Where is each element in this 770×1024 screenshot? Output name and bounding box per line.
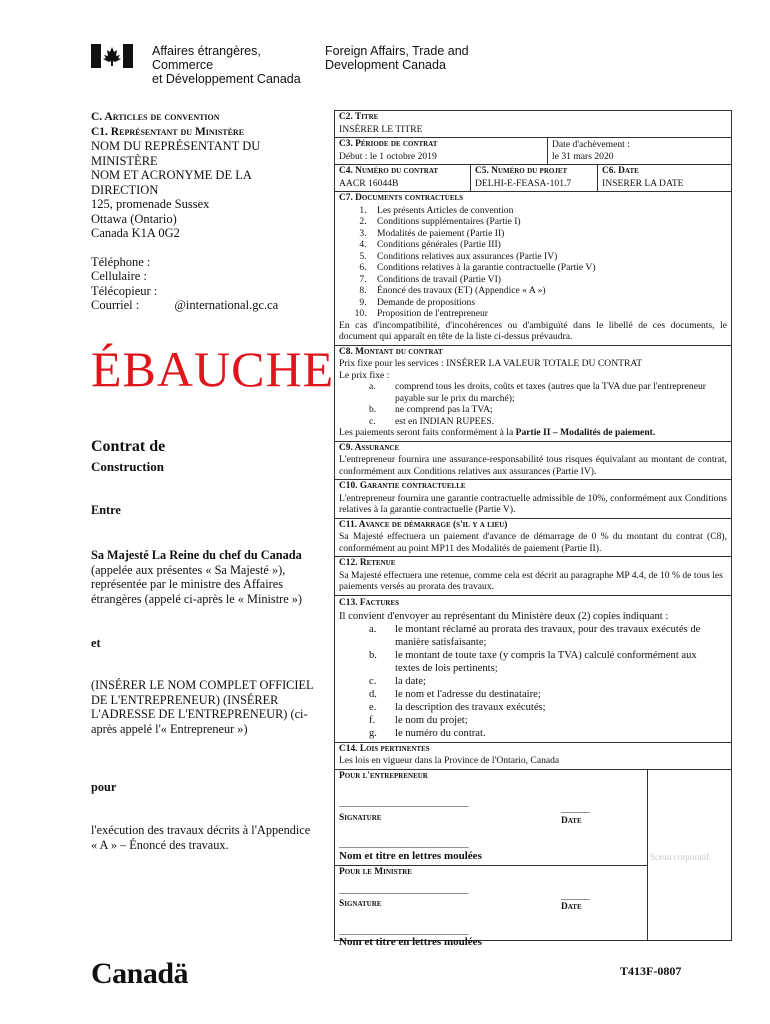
crown-party xyxy=(91,548,316,606)
c7-heading: C7. Documents contractuels xyxy=(339,193,464,203)
crown-description: (appelée aux présentes « Sa Majesté »), représentée par le ministre des Affaires étrangères (appelé ci-après le « Ministre ») xyxy=(91,562,302,606)
c13-invoices-row xyxy=(335,596,731,743)
documents-list xyxy=(339,205,727,320)
c13-item-text: le numéro du contrat. xyxy=(395,727,486,739)
c13-item-text: la description des travaux exécutés; xyxy=(395,701,546,713)
c13-item-text: le montant réclamé au prorata des travaux, pour des travaux exécutés de manière satisfaisante; xyxy=(395,623,701,648)
c9-heading: C9. Assurance xyxy=(339,442,400,453)
document-item: 5. Conditions relatives aux assurances (Partie IV) xyxy=(369,251,727,263)
contractor-party: (INSÉRER LE NOM COMPLET OFFICIEL DE L'ENTREPRENEUR) (INSÉRER L'ADRESSE DE L'ENTREPRENEUR) (ci-après appelé l'« Entrepreneur ») xyxy=(91,678,314,736)
representative-name: NOM DU REPRÉSENTANT DU MINISTÈRE xyxy=(91,139,261,168)
c14-laws-row xyxy=(335,743,731,770)
c13-item-text: le nom du projet; xyxy=(395,714,468,726)
c4-value: AACR 16044B xyxy=(339,177,399,189)
header-en-line2: Development Canada xyxy=(325,58,446,72)
c7-note: En cas d'incompatibilité, d'incohérences ou d'ambiguïté dans le libellé de ces documents, le document qui apparaît en tête de la liste ci-dessus prévaudra. xyxy=(339,319,727,342)
minister-date-label: Date xyxy=(561,902,582,912)
section-heading: C. Articles de convention xyxy=(91,111,220,123)
c13-value: Il convient d'envoyer au représentant du Ministère deux (2) copies indiquant : xyxy=(339,610,669,622)
c13-item-marker: g. xyxy=(369,727,377,739)
form-code: T413F-0807 xyxy=(620,964,682,978)
header-fr-line1: Affaires étrangères, Commerce xyxy=(152,44,261,72)
and-label: et xyxy=(91,636,101,650)
document-item: 1. Les présents Articles de convention xyxy=(369,205,727,217)
contract-title: Contrat de xyxy=(91,438,166,455)
c13-list xyxy=(339,623,727,740)
between-label: Entre xyxy=(91,503,121,517)
c10-value: L'entrepreneur fournira une garantie contractuelle admissible de 10%, conformément aux Conditions relatives à la garantie contractuelle (Partie V). xyxy=(339,492,727,515)
cellphone-label: Cellulaire : xyxy=(91,269,147,283)
contractor-sign-heading: Pour l'entrepreneur xyxy=(339,770,428,781)
c12-value: Sa Majesté effectuera une retenue, comme cela est décrit au paragraphe MP 4.4, de 10 % de tous les paiements versés au prorata des travaux. xyxy=(339,569,723,592)
c8-item-marker: a. xyxy=(369,381,376,392)
c9-value: L'entrepreneur fournira une assurance-responsabilité tous risques équivalant au montant de contrat, conformément aux Conditions relatives aux assurances (Partie IV). xyxy=(339,454,727,477)
fax-label: Télécopieur : xyxy=(91,283,158,298)
canada-flag-logo xyxy=(91,44,133,68)
document-item: 7. Conditions de travail (Partie VI) xyxy=(369,274,727,286)
contractor-signature-line: ___________________________ xyxy=(339,798,469,809)
contractor-name-label: Nom et titre en lettres moulées xyxy=(339,849,482,862)
draft-watermark: ÉBAUCHE xyxy=(91,341,335,397)
contractor-date-label: Date xyxy=(561,815,582,826)
c3-end: le 31 mars 2020 xyxy=(552,150,614,162)
contractor-name-line: ___________________________ xyxy=(339,839,469,850)
work-description: l'exécution des travaux décrits à l'Appendice « A » – Énoncé des travaux. xyxy=(91,823,311,852)
c8-item-text: est en INDIAN RUPEES. xyxy=(395,415,495,427)
c13-item xyxy=(369,688,703,701)
document-item: 8. Énoncé des travaux (ET) (Appendice « A ») xyxy=(369,285,727,297)
corporate-seal-box xyxy=(647,770,731,940)
c8-intro: Le prix fixe : xyxy=(339,369,390,381)
c13-item-marker: c. xyxy=(369,675,377,687)
c14-heading: C14. Lois pertinentes xyxy=(339,743,430,754)
c2-value: INSÉRER LE TITRE xyxy=(339,123,423,135)
c8-item xyxy=(369,381,727,404)
document-item: 9. Demande de propositions xyxy=(369,297,727,309)
c3-end-label: Date d'achèvement : xyxy=(552,139,630,150)
c8-amount-row xyxy=(335,346,731,442)
header-dept-fr xyxy=(152,44,322,86)
header-dept-en xyxy=(325,44,475,72)
c3-heading: C3. Période de contrat xyxy=(339,139,438,149)
c10-guarantee-row xyxy=(335,480,731,519)
c5-heading: C5. Numéro du projet xyxy=(475,166,568,176)
c12-heading: C12. Retenue xyxy=(339,558,396,568)
canada-wordmark: Canadä xyxy=(91,957,189,990)
c13-item xyxy=(369,714,703,727)
c13-item-marker: d. xyxy=(369,688,377,700)
c6-heading: C6. Date xyxy=(602,166,639,176)
document-item: 4. Conditions générales (Partie III) xyxy=(369,239,727,251)
c13-item xyxy=(369,675,703,688)
document-item: 10. Proposition de l'entrepreneur xyxy=(369,308,727,320)
c11-value: Sa Majesté effectuera un paiement d'avance de démarrage de 0 % du montant du contrat (C8), conformément au point MP11 des Modalités de paiement (Partie II). xyxy=(339,531,727,554)
crown-name: Sa Majesté La Reine du chef du Canada xyxy=(91,548,302,562)
minister-sign-heading: Pour le Ministre xyxy=(339,867,412,877)
address-line-3: Canada K1A 0G2 xyxy=(91,226,180,240)
c13-item-marker: f. xyxy=(369,714,376,726)
c13-item-marker: e. xyxy=(369,701,377,713)
c13-item xyxy=(369,649,703,675)
c12-holdback-row xyxy=(335,557,731,596)
c3-period-row xyxy=(335,138,731,165)
address-line-1: 125, promenade Sussex xyxy=(91,197,210,211)
c8-value: Prix fixe pour les services : INSÉRER LA VALEUR TOTALE DU CONTRAT xyxy=(339,358,643,369)
c8-payment xyxy=(339,427,727,439)
header-fr-line2: et Développement Canada xyxy=(152,72,301,86)
minister-name-line: ___________________________ xyxy=(339,925,469,937)
contract-subtitle: Construction xyxy=(91,459,164,474)
c11-heading: C11. Avance de démarrage (s'il y a lieu) xyxy=(339,519,508,530)
c2-heading: C2. Titre xyxy=(339,112,379,122)
c8-item-text: comprend tous les droits, coûts et taxes (autres que la TVA due par l'entrepreneur payable sur le prix du marché); xyxy=(395,381,706,404)
corporate-seal-label: Sceau corporatif xyxy=(650,851,710,862)
contractor-signature-label: Signature xyxy=(339,812,382,823)
c13-item-text: le nom et l'adresse du destinataire; xyxy=(395,688,541,700)
c14-value: Les lois en vigueur dans la Province de l'Ontario, Canada xyxy=(339,755,560,766)
c8-item-text: ne comprend pas la TVA; xyxy=(395,404,493,415)
minister-signature-line: ___________________________ xyxy=(339,884,469,896)
c10-heading: C10. Garantie contractuelle xyxy=(339,481,466,491)
c11-advance-row xyxy=(335,519,731,558)
c13-item xyxy=(369,727,703,740)
c8-list xyxy=(339,381,727,427)
c4-c6-row xyxy=(335,165,731,192)
c8-item xyxy=(369,404,727,416)
c8-item xyxy=(369,416,727,428)
representative-directorate: NOM ET ACRONYME DE LA DIRECTION xyxy=(91,168,252,197)
c6-value: INSERER LA DATE xyxy=(602,177,684,189)
c13-heading: C13. Factures xyxy=(339,597,400,608)
c9-insurance-row xyxy=(335,442,731,481)
c5-value: DELHI-E-FEASA-101.7 xyxy=(475,177,572,189)
contractor-date-line: ______ xyxy=(561,804,590,815)
c13-item-marker: a. xyxy=(369,623,377,635)
c8-heading: C8. Montant du contrat xyxy=(339,346,443,357)
minister-name-label: Nom et titre en lettres moulées xyxy=(339,936,482,948)
c7-documents-row xyxy=(335,192,731,346)
address-line-2: Ottawa (Ontario) xyxy=(91,211,177,226)
representative-heading: C1. Représentant du Ministère xyxy=(91,125,245,138)
contract-articles-table xyxy=(334,110,732,948)
left-column xyxy=(91,110,316,313)
signature-block xyxy=(335,770,731,948)
canada-flag-icon xyxy=(91,44,133,68)
telephone-label: Téléphone : xyxy=(91,254,151,269)
for-label: pour xyxy=(91,780,117,794)
c4-heading: C4. Numéro du contrat xyxy=(339,166,439,176)
c8-payment-text: Les paiements seront faits conformément à la xyxy=(339,427,516,438)
c8-item-marker: c. xyxy=(369,415,376,427)
document-item: 3. Modalités de paiement (Partie II) xyxy=(369,228,727,240)
c13-item-text: la date; xyxy=(395,675,426,687)
document-item: 6. Conditions relatives à la garantie contractuelle (Partie V) xyxy=(369,262,727,274)
c3-start: Début : le 1 octobre 2019 xyxy=(339,150,437,162)
email-value: @international.gc.ca xyxy=(174,298,279,312)
minister-date-line: ______ xyxy=(561,890,590,902)
c13-item xyxy=(369,623,703,649)
c8-payment-ref: Partie II – Modalités de paiement. xyxy=(515,427,656,438)
email-label: Courriel : xyxy=(91,298,140,312)
document-item: 2. Conditions supplémentaires (Partie I) xyxy=(369,216,727,228)
c13-item xyxy=(369,701,703,714)
c13-item-marker: b. xyxy=(369,649,377,661)
header-en-line1: Foreign Affairs, Trade and xyxy=(325,44,469,58)
minister-signature-label: Signature xyxy=(339,899,382,909)
c13-item-text: le montant de toute taxe (y compris la TVA) calculé conformément aux textes de lois pertinents; xyxy=(395,649,697,674)
c2-title-row xyxy=(335,111,731,138)
c8-item-marker: b. xyxy=(369,404,377,415)
email-row xyxy=(91,298,316,313)
